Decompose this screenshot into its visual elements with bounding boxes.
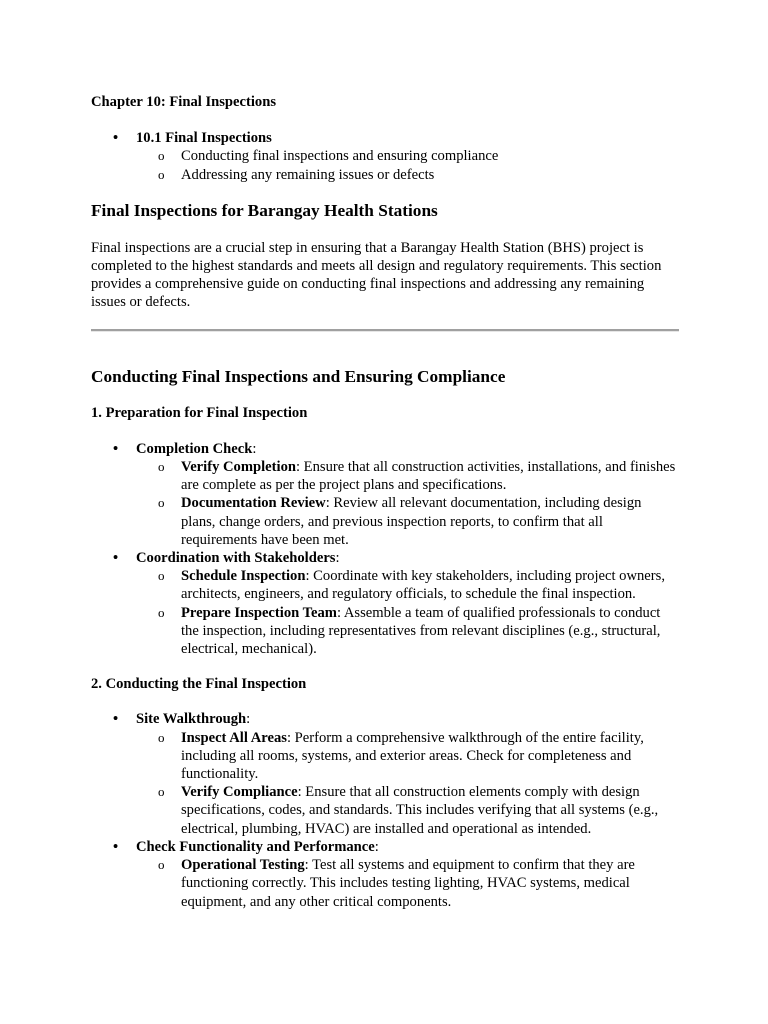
sub-bullet-icon: o — [158, 166, 165, 182]
toc-list — [91, 129, 679, 184]
list-item — [91, 604, 679, 659]
sub-bullet-icon: o — [158, 459, 165, 475]
bullet-icon: • — [113, 838, 119, 855]
colon: : — [335, 550, 340, 567]
list-label: Completion Check — [136, 440, 253, 457]
list-item — [91, 856, 679, 911]
item-text: : Ensure that all construction activities, installations, and finishes are complete as per the project plans and specifications. — [181, 459, 676, 494]
list-item — [91, 710, 679, 837]
conduct-list — [91, 710, 679, 910]
list-item — [91, 549, 679, 658]
item-text: : Coordinate with key stakeholders, including project owners, architects, engineers, and regulatory officials, to schedule the final inspection. — [181, 568, 665, 603]
list-item — [91, 729, 679, 784]
sub-bullet-icon: o — [158, 729, 165, 745]
list-item — [91, 567, 679, 603]
item-term: Verify Compliance — [181, 784, 298, 801]
item-text: : Assemble a team of qualified professionals to conduct the inspection, including representatives from relevant disciplines (e.g., structural, electrical, mechanical). — [181, 604, 661, 658]
sub-bullet-icon: o — [158, 495, 165, 511]
section-heading: Final Inspections for Barangay Health Stations — [91, 200, 438, 220]
colon: : — [374, 838, 379, 855]
item-term: Operational Testing — [181, 857, 305, 874]
horizontal-rule — [91, 329, 679, 332]
item-term: Prepare Inspection Team — [181, 604, 337, 621]
list-label: Coordination with Stakeholders — [136, 550, 336, 567]
sublist — [91, 458, 679, 549]
sublist — [91, 856, 679, 911]
list-item — [91, 783, 679, 838]
subsection-heading: 2. Conducting the Final Inspection — [91, 676, 307, 693]
sub-bullet-icon: o — [158, 604, 165, 620]
bullet-icon: • — [113, 711, 119, 728]
list-item — [91, 458, 679, 494]
list-item — [91, 147, 679, 165]
chapter-title: Chapter 10: Final Inspections — [91, 94, 277, 110]
toc-subitem: Conducting final inspections and ensuring compliance — [181, 148, 499, 165]
list-item — [91, 440, 679, 549]
sub-bullet-icon: o — [158, 148, 165, 164]
item-text: : Perform a comprehensive walkthrough of the entire facility, including all rooms, systems, and exterior areas. Check for completeness and functionality. — [181, 729, 644, 783]
list-label: Check Functionality and Performance — [136, 838, 375, 855]
sub-bullet-icon: o — [158, 857, 165, 873]
compliance-heading: Conducting Final Inspections and Ensuring Compliance — [91, 366, 506, 386]
sub-bullet-icon: o — [158, 568, 165, 584]
colon: : — [246, 711, 251, 728]
sub-bullet-icon: o — [158, 784, 165, 800]
list-item — [91, 129, 679, 184]
toc-subitem: Addressing any remaining issues or defects — [181, 166, 435, 183]
item-term: Verify Completion — [181, 459, 296, 476]
item-term: Inspect All Areas — [181, 729, 287, 746]
item-text: : Ensure that all construction elements comply with design specifications, codes, and standards. This includes verifying that all systems (e.g., electrical, plumbing, HVAC) are installed and operational as intended. — [181, 784, 659, 837]
sublist — [91, 729, 679, 838]
list-item — [91, 166, 679, 184]
toc-sublist — [91, 147, 679, 183]
item-text: : Test all systems and equipment to confirm that they are functioning correctly. This includes testing lighting, HVAC systems, medical equipment, and any other critical components. — [181, 857, 635, 910]
list-label: Site Walkthrough — [136, 711, 247, 728]
bullet-icon: • — [113, 440, 119, 457]
colon: : — [252, 440, 257, 457]
subsection-heading: 1. Preparation for Final Inspection — [91, 404, 308, 421]
prep-list — [91, 440, 679, 658]
bullet-icon: • — [113, 550, 119, 567]
item-term: Documentation Review — [181, 495, 326, 512]
item-text: : Review all relevant documentation, including design plans, change orders, and previous inspection reports, to confirm that all requirements have been met. — [181, 495, 642, 548]
bullet-icon: • — [113, 130, 119, 147]
intro-paragraph: Final inspections are a crucial step in ensuring that a Barangay Health Station (BHS) project is completed to the highest standards and meets all design and regulatory requirements. This section provides a comprehensive guide on conducting final inspections and addressing any remaining issues or defects. — [91, 239, 662, 311]
sublist — [91, 567, 679, 658]
item-term: Schedule Inspection — [181, 568, 306, 585]
toc-item-label: 10.1 Final Inspections — [136, 130, 272, 147]
list-item — [91, 838, 679, 911]
document-page — [91, 93, 679, 911]
list-item — [91, 494, 679, 549]
